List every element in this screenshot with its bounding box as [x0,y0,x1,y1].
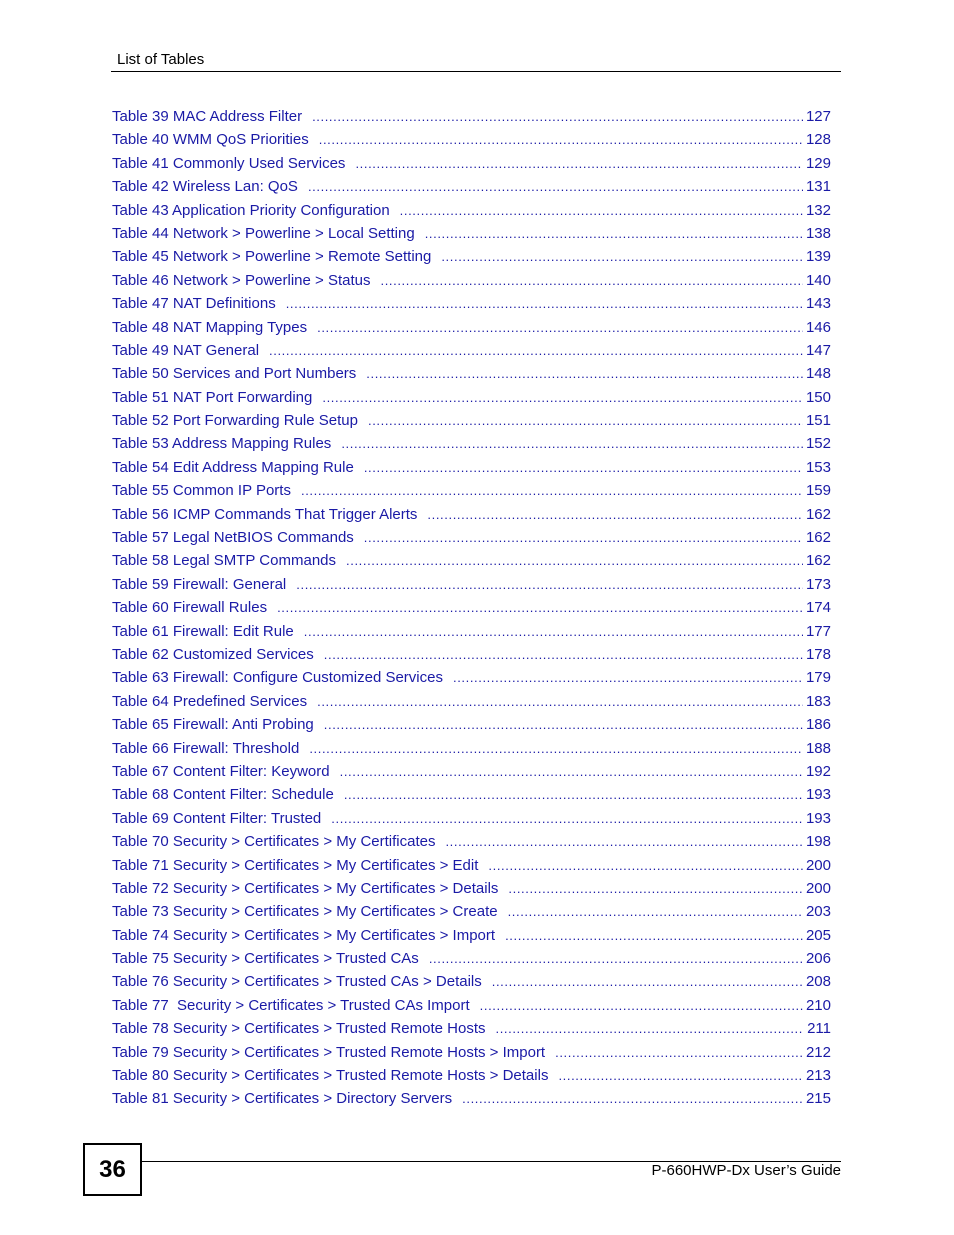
toc-entry-link[interactable] [112,128,831,151]
toc-entry-label: Table 73 Security > Certificates > My Certificates > Create [112,903,498,921]
dot-leader [496,1017,805,1040]
toc-entry-link[interactable] [112,573,831,596]
toc-entry-link[interactable] [112,854,831,877]
toc-entry-label: Table 72 Security > Certificates > My Certificates > Details [112,879,499,897]
dot-leader [312,105,803,128]
toc-entry-link[interactable] [112,713,831,736]
toc-entry-page-number: 146 [805,318,831,336]
dot-leader [344,783,803,806]
toc-entry-link[interactable] [112,924,831,947]
toc-entry-link[interactable] [112,479,831,502]
dot-leader [368,409,803,432]
toc-entry-page-number: 151 [805,412,831,430]
toc-entry-page-number: 159 [805,482,831,500]
dot-leader [453,666,803,689]
toc-entry-page-number: 205 [805,926,831,944]
toc-entry-label: Table 78 Security > Certificates > Trusted Remote Hosts [112,1020,486,1038]
dot-leader [555,1041,803,1064]
dot-leader [346,549,803,572]
toc-entry-label: Table 44 Network > Powerline > Local Setting [112,224,415,242]
toc-entry-label: Table 55 Common IP Ports [112,482,291,500]
dot-leader [304,620,803,643]
dot-leader [508,877,803,900]
toc-entry-label: Table 65 Firewall: Anti Probing [112,716,314,734]
toc-entry-page-number: 147 [805,341,831,359]
toc-entry-link[interactable] [112,432,831,455]
toc-entry-link[interactable] [112,526,831,549]
toc-entry-link[interactable] [112,666,831,689]
toc-entry-page-number: 183 [805,692,831,710]
toc-entry-link[interactable] [112,339,831,362]
toc-entry-page-number: 200 [805,856,831,874]
guide-title: P-660HWP-Dx User’s Guide [651,1162,841,1179]
toc-entry-link[interactable] [112,1041,831,1064]
dot-leader [492,970,803,993]
dot-leader [462,1087,803,1110]
toc-entry-label: Table 39 MAC Address Filter [112,108,303,125]
toc-entry-page-number: 177 [805,622,831,640]
toc-entry-link[interactable] [112,970,831,993]
dot-leader [277,596,803,619]
toc-entry-label: Table 62 Customized Services [112,645,314,663]
toc-entry-label: Table 40 WMM QoS Priorities [112,131,309,149]
toc-entry-link[interactable] [112,690,831,713]
toc-entry-label: Table 60 Firewall Rules [112,599,268,617]
toc-entry-page-number: 132 [805,201,831,219]
toc-entry-label: Table 68 Content Filter: Schedule [112,786,334,804]
toc-entry-page-number: 127 [805,108,831,125]
toc-entry-label: Table 41 Commonly Used Services [112,154,346,172]
dot-leader [400,199,803,222]
toc-entry-page-number: 138 [805,224,831,242]
toc-entry-label: Table 52 Port Forwarding Rule Setup [112,412,358,430]
toc-entry-label: Table 50 Services and Port Numbers [112,365,357,383]
toc-entry-link[interactable] [112,760,831,783]
toc-entry-label: Table 71 Security > Certificates > My Certificates > Edit [112,856,479,874]
dot-leader [331,807,803,830]
toc-entry-label: Table 49 NAT General [112,341,260,359]
running-header: List of Tables [117,51,205,68]
dot-leader [322,386,803,409]
toc-entry-label: Table 64 Predefined Services [112,692,308,710]
toc-entry-label: Table 45 Network > Powerline > Remote Setting [112,248,432,266]
toc-entry-link[interactable] [112,316,831,339]
toc-entry-link[interactable] [112,900,831,923]
toc-entry-link[interactable] [112,620,831,643]
toc-entry-page-number: 131 [805,178,831,196]
dot-leader [355,152,803,175]
dot-leader [317,690,803,713]
toc-entry-page-number: 143 [805,295,831,313]
toc-entry-label: Table 47 NAT Definitions [112,295,276,313]
toc-entry-label: Table 63 Firewall: Configure Customized Services [112,669,443,687]
toc-entry-page-number: 186 [805,716,831,734]
toc-entry-link[interactable] [112,152,831,175]
dot-leader [380,269,802,292]
toc-entry-page-number: 200 [805,879,831,897]
toc-entry-page-number: 208 [805,973,831,991]
toc-entry-link[interactable] [112,947,831,970]
toc-entry-label: Table 42 Wireless Lan: QoS [112,178,298,196]
toc-entry-page-number: 192 [805,762,831,780]
dot-leader [488,854,803,877]
toc-entry-link[interactable] [112,199,831,222]
toc-entry-link[interactable] [112,292,831,315]
toc-entry-link[interactable] [112,783,831,806]
toc-entry-link[interactable] [112,994,831,1017]
dot-leader [366,362,803,385]
toc-entry-link[interactable] [112,175,831,198]
toc-entry-page-number: 178 [805,645,831,663]
dot-leader [427,503,803,526]
toc-entry-page-number: 162 [805,552,831,570]
toc-entry-page-number: 210 [805,996,831,1014]
toc-entry-label: Table 59 Firewall: General [112,575,287,593]
dot-leader [309,737,803,760]
toc-entry-link[interactable] [112,1064,831,1087]
toc-entry-link[interactable] [112,245,831,268]
list-of-tables [112,105,831,1111]
dot-leader [301,479,803,502]
page-number: 36 [83,1143,142,1196]
toc-entry-page-number: 179 [805,669,831,687]
toc-entry-link[interactable] [112,643,831,666]
dot-leader [269,339,803,362]
toc-entry-page-number: 129 [805,154,831,172]
toc-entry-link[interactable] [112,1087,831,1110]
toc-entry-page-number: 211 [807,1020,831,1038]
dot-leader [445,830,803,853]
toc-entry-page-number: 193 [805,809,831,827]
dot-leader [480,994,803,1017]
toc-entry-page-number: 213 [805,1067,831,1085]
toc-entry-page-number: 203 [805,903,831,921]
toc-entry-label: Table 75 Security > Certificates > Trusted CAs [112,950,419,968]
toc-entry-label: Table 61 Firewall: Edit Rule [112,622,294,640]
toc-entry-label: Table 58 Legal SMTP Commands [112,552,337,570]
toc-entry-page-number: 173 [805,575,831,593]
toc-entry-link[interactable] [112,877,831,900]
toc-entry-page-number: 198 [805,833,831,851]
dot-leader [558,1064,803,1087]
toc-entry-link[interactable] [112,456,831,479]
toc-entry-label: Table 74 Security > Certificates > My Certificates > Import [112,926,496,944]
toc-entry-label: Table 56 ICMP Commands That Trigger Alerts [112,505,418,523]
toc-entry-label: Table 54 Edit Address Mapping Rule [112,458,354,476]
toc-entry-link[interactable] [112,409,831,432]
toc-entry-link[interactable] [112,386,831,409]
dot-leader [364,456,803,479]
toc-entry-label: Table 77 Security > Certificates > Trusted CAs Import [112,996,470,1014]
toc-entry-page-number: 153 [805,458,831,476]
toc-entry-link[interactable] [112,503,831,526]
toc-entry-link[interactable] [112,222,831,245]
toc-entry-label: Table 66 Firewall: Threshold [112,739,300,757]
toc-entry-page-number: 215 [805,1090,831,1108]
dot-leader [429,947,803,970]
toc-entry-label: Table 57 Legal NetBIOS Commands [112,529,354,547]
toc-entry-label: Table 76 Security > Certificates > Trusted CAs > Details [112,973,482,991]
toc-entry-page-number: 140 [805,271,831,289]
toc-entry-label: Table 80 Security > Certificates > Trusted Remote Hosts > Details [112,1067,549,1085]
toc-entry-link[interactable] [112,830,831,853]
toc-entry-label: Table 51 NAT Port Forwarding [112,388,313,406]
toc-entry-link[interactable] [112,737,831,760]
toc-entry-link[interactable] [112,1017,831,1040]
toc-entry-page-number: 206 [805,950,831,968]
dot-leader [308,175,803,198]
dot-leader [425,222,803,245]
toc-entry-page-number: 152 [805,435,831,453]
toc-entry-page-number: 174 [805,599,831,617]
toc-entry-label: Table 48 NAT Mapping Types [112,318,308,336]
toc-entry-label: Table 46 Network > Powerline > Status [112,271,371,289]
dot-leader [341,432,803,455]
dot-leader [324,643,803,666]
toc-entry-label: Table 53 Address Mapping Rules [112,435,332,453]
toc-entry-page-number: 162 [805,529,831,547]
toc-entry-page-number: 193 [805,786,831,804]
header-divider [111,71,841,72]
toc-entry-page-number: 128 [805,131,831,149]
toc-entry-page-number: 162 [805,505,831,523]
toc-entry-page-number: 148 [805,365,831,383]
dot-leader [296,573,803,596]
dot-leader [317,316,803,339]
dot-leader [505,924,803,947]
toc-entry-link[interactable] [112,596,831,619]
toc-entry-link[interactable] [112,269,831,292]
toc-entry-label: Table 70 Security > Certificates > My Certificates [112,833,436,851]
toc-entry-page-number: 150 [805,388,831,406]
dot-leader [364,526,803,549]
dot-leader [319,128,803,151]
dot-leader [286,292,803,315]
dot-leader [441,245,803,268]
toc-entry-link[interactable] [112,362,831,385]
dot-leader [508,900,803,923]
dot-leader [340,760,803,783]
toc-entry-label: Table 79 Security > Certificates > Trusted Remote Hosts > Import [112,1043,546,1061]
toc-entry-label: Table 81 Security > Certificates > Directory Servers [112,1090,453,1108]
toc-entry-link[interactable] [112,549,831,572]
toc-entry-page-number: 188 [805,739,831,757]
toc-entry-label: Table 69 Content Filter: Trusted [112,809,322,827]
toc-entry-link[interactable] [112,105,831,128]
toc-entry-page-number: 212 [805,1043,831,1061]
toc-entry-label: Table 67 Content Filter: Keyword [112,762,330,780]
toc-entry-label: Table 43 Application Priority Configuration [112,201,390,219]
dot-leader [324,713,803,736]
toc-entry-link[interactable] [112,807,831,830]
toc-entry-page-number: 139 [805,248,831,266]
